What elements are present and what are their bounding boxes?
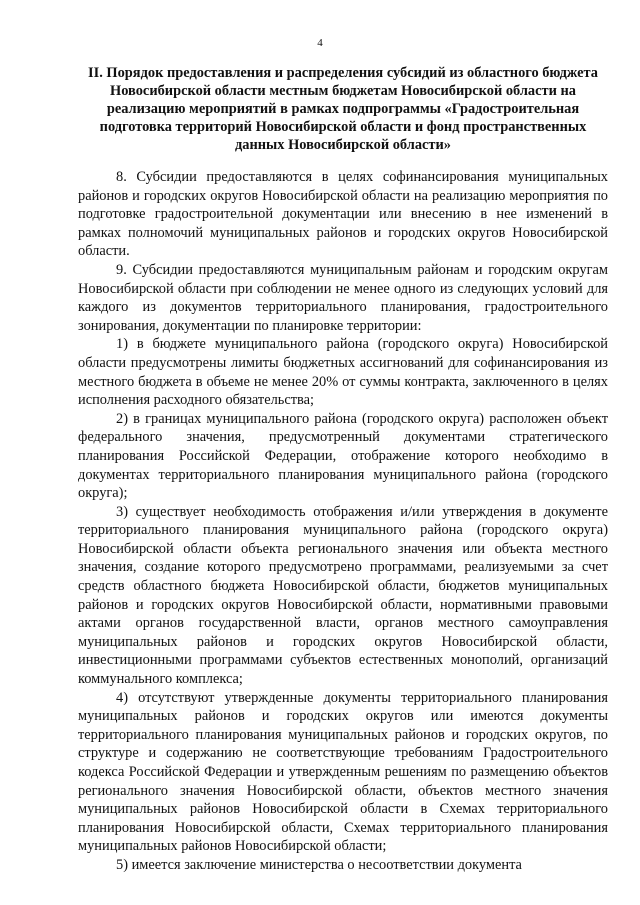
section-title: II. Порядок предоставления и распределения субсидий из областного бюджета Новосибирской области местным бюджетам Новосибирской области на реализацию мероприятий в рамках подпрограммы «Градостроительная подготовка территорий Новосибирской области и фонд пространственных данных Новосибирской области» bbox=[88, 65, 598, 153]
body-text bbox=[78, 168, 608, 875]
paragraph-8: 8. Субсидии предоставляются в целях софинансирования муниципальных районов и городских округов Новосибирской области на реализацию мероприятия по подготовке градостроительной документации или внесению в нее изменений в рамках полномочий муниципальных районов и городских округов Новосибирской области. bbox=[78, 169, 608, 260]
paragraph-9: 9. Субсидии предоставляются муниципальным районам и городским округам Новосибирской области при соблюдении не менее одного из следующих условий для каждого из документов территориального планирования, градостроительного зонирования, документации по планировке территории: bbox=[78, 261, 608, 334]
condition-item-3: 3) существует необходимость отображения и/или утверждения в документе территориального планирования муниципального района (городского округа) Новосибирской области объекта регионального значения или объекта местного значения, создание которого предусмотрено программами, реализуемыми за счет средств областного бюджета Новосибирской области, бюджетов муниципальных районов и городских округов Новосибирской области, нормативными правовыми актами органов государственной власти, органов местного самоуправления муниципальных районов и городских округов Новосибирской области, инвестиционными программами субъектов естественных монополий, организаций коммунального комплекса; bbox=[78, 503, 608, 688]
condition-item-4: 4) отсутствуют утвержденные документы территориального планирования муниципальных районов и городских округов или имеются документы территориального планирования муниципальных районов и городских округов, по структуре и содержанию не соответствующие требованиям Градостроительного кодекса Российской Федерации и утвержденным решениям по размещению объектов регионального значения Новосибирской области, объектов местного значения муниципальных районов Новосибирской области в Схемах территориального планирования Новосибирской области, Схемах территориального планирования муниципальных районов Новосибирской области; bbox=[78, 689, 608, 855]
condition-item-1: 1) в бюджете муниципального района (городского округа) Новосибирской области предусмотрены лимиты бюджетных ассигнований для софинансирования из местного бюджета в объеме не менее 20% от суммы контракта, заключенного в целях исполнения расходного обязательства; bbox=[78, 336, 608, 409]
condition-item-5: 5) имеется заключение министерства о несоответствии документа bbox=[116, 856, 522, 873]
condition-item-2: 2) в границах муниципального района (городского округа) расположен объект федерального значения, предусмотренный документами стратегического планирования Российской Федерации, отображение которого необходимо в документах территориального планирования муниципального района (городского округа); bbox=[78, 410, 608, 502]
page-number: 4 bbox=[317, 37, 323, 49]
